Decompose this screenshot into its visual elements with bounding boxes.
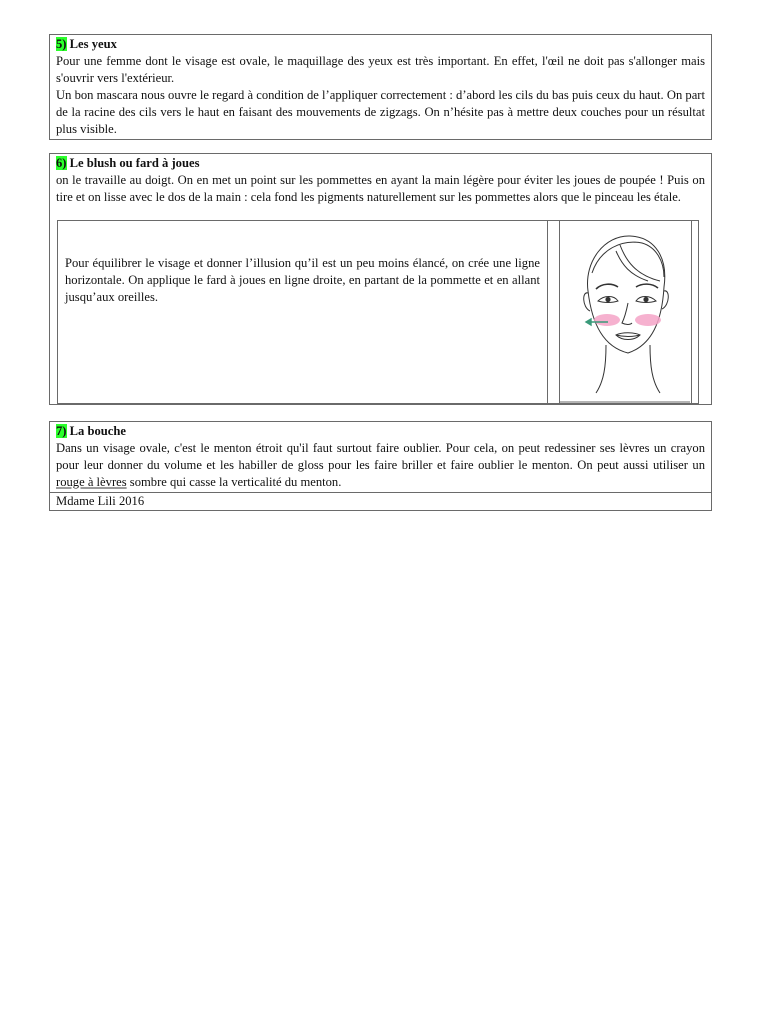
paragraph: on le travaille au doigt. On en met un point sur les pommettes en ayant la main légère pour éviter les joues de poupée ! Puis on tire et on lisse avec le dos de la main : cela fond les pigments naturellement sur les pommettes alors que le pinceau les étale. — [56, 173, 705, 204]
blush-left — [594, 314, 620, 326]
lip-line — [616, 335, 640, 337]
credit: Mdame Lili 2016 — [50, 492, 711, 510]
face-drawing — [560, 221, 690, 403]
tip-text: Pour équilibrer le visage et donner l’illusion qu’il est un peu moins élancé, on crée une ligne horizontale. On applique le fard à joues en ligne droite, en partant de la pommette et en allant jusqu’aux oreilles. — [58, 221, 548, 403]
section-title: Le blush ou fard à joues — [69, 156, 200, 170]
section-title: La bouche — [69, 424, 126, 438]
section-blush — [49, 153, 712, 405]
paragraph — [56, 440, 705, 491]
neck-left — [596, 345, 606, 393]
eyebrow-right — [636, 284, 658, 288]
section-heading — [56, 155, 705, 172]
tip-table — [57, 220, 699, 404]
nose — [622, 303, 632, 325]
paragraph: Pour une femme dont le visage est ovale, le maquillage des yeux est très important. En effet, l'œil ne doit pas s'allonger mais s'ouvrir vers l'extérieur. — [56, 54, 705, 85]
face-outline — [588, 236, 665, 353]
eyebrow-left — [596, 284, 618, 289]
paragraph-text: Dans un visage ovale, c'est le menton étroit qu'il faut surtout faire oublier. Pour cela, on peut redessiner ses lèvres un crayon pour leur donner du volume et les habiller de gloss pour les faire briller et faire oublier le menton. On peut aussi utiliser un — [56, 441, 705, 472]
section-title: Les yeux — [69, 37, 117, 51]
section-heading — [56, 36, 705, 53]
face-blush-illustration — [560, 221, 692, 403]
section-yeux — [49, 34, 712, 140]
section-bouche — [49, 421, 712, 511]
paragraph-text: sombre qui casse la verticalité du menton. — [126, 475, 342, 489]
section-number: 7) — [56, 424, 67, 438]
neck-right — [650, 345, 660, 393]
pupil-left — [605, 297, 610, 302]
rouge-link[interactable]: rouge à lèvres — [56, 475, 127, 489]
section-heading — [56, 423, 705, 440]
table-spacer — [548, 221, 560, 403]
pupil-right — [643, 297, 648, 302]
hairline — [592, 242, 664, 277]
section-number: 5) — [56, 37, 67, 51]
paragraph: Un bon mascara nous ouvre le regard à condition de l’appliquer correctement : d’abord les cils du bas puis ceux du haut. On part de la racine des cils vers le haut en faisant des mouvements de zigzags. On n’hésite pas à mettre deux couches pour un résultat plus visible. — [56, 88, 705, 136]
blush-right — [635, 314, 661, 326]
section-number: 6) — [56, 156, 67, 170]
